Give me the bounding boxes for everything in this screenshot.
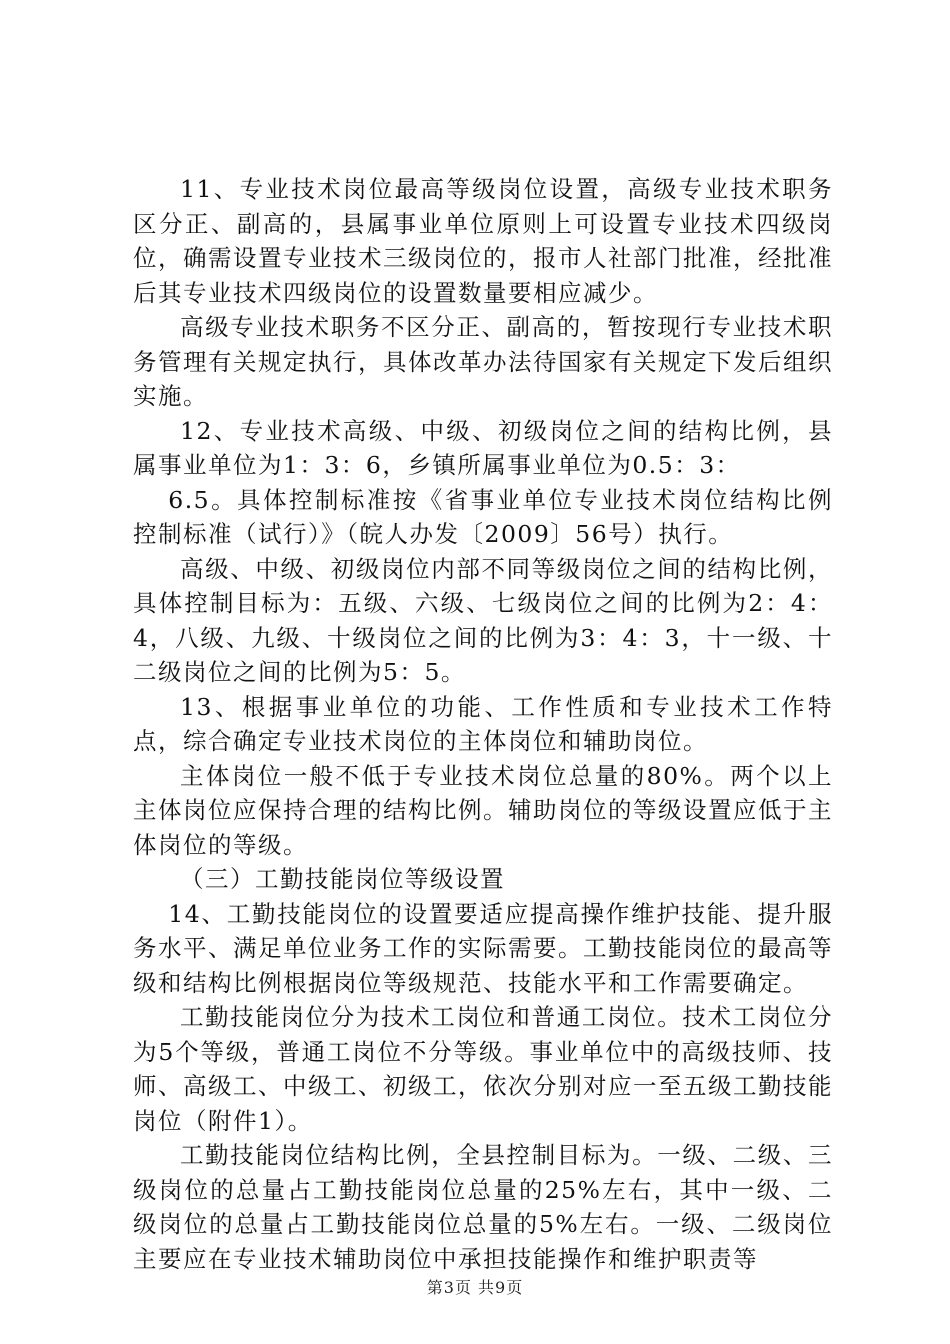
paragraph-item-12-continued: 6.5。具体控制标准按《省事业单位专业技术岗位结构比例控制标准（试行）》（皖人办发〔2009〕56号）执行。 (133, 485, 833, 548)
paragraph-main-posts: 主体岗位一般不低于专业技术岗位总量的80%。两个以上主体岗位应保持合理的结构比例。辅助岗位的等级设置应低于主体岗位的等级。 (133, 761, 833, 859)
paragraph-item-11: 11、专业技术岗位最高等级岗位设置，高级专业技术职务区分正、副高的，县属事业单位原则上可设置专业技术四级岗位，确需设置专业技术三级岗位的，报市人社部门批准，经批准后其专业技术四级岗位的设置数量要相应减少。 (133, 175, 833, 307)
paragraph-internal-ratios: 高级、中级、初级岗位内部不同等级岗位之间的结构比例，具体控制目标为：五级、六级、七级岗位之间的比例为2：4：4，八级、九级、十级岗位之间的比例为3：4：3，十一级、十二级岗位之间的比例为5：5。 (133, 554, 833, 686)
section-heading-worker-posts: （三）工勤技能岗位等级设置 (180, 865, 505, 893)
paragraph-item-14: 14、工勤技能岗位的设置要适应提高操作维护技能、提升服务水平、满足单位业务工作的实际需要。工勤技能岗位的最高等级和结构比例根据岗位等级规范、技能水平和工作需要确定。 (133, 899, 833, 997)
document-body (133, 172, 833, 1276)
paragraph-senior-titles: 高级专业技术职务不区分正、副高的，暂按现行专业技术职务管理有关规定执行，具体改革办法待国家有关规定下发后组织实施。 (133, 313, 833, 410)
paragraph-item-12: 12、专业技术高级、中级、初级岗位之间的结构比例，县属事业单位为1：3：6，乡镇所属事业单位为0.5：3： (133, 416, 833, 479)
paragraph-item-13: 13、根据事业单位的功能、工作性质和专业技术工作特点，综合确定专业技术岗位的主体岗位和辅助岗位。 (133, 692, 833, 755)
page-footer: 第3页 共9页 (426, 1278, 524, 1297)
paragraph-worker-categories: 工勤技能岗位分为技术工岗位和普通工岗位。技术工岗位分为5个等级，普通工岗位不分等级。事业单位中的高级技师、技师、高级工、中级工、初级工，依次分别对应一至五级工勤技能岗位（附件1）。 (133, 1003, 833, 1135)
paragraph-worker-ratios: 工勤技能岗位结构比例，全县控制目标为。一级、二级、三级岗位的总量占工勤技能岗位总量的25%左右，其中一级、二级岗位的总量占工勤技能岗位总量的5%左右。一级、二级岗位主要应在专业技术辅助岗位中承担技能操作和维护职责等 (133, 1141, 833, 1273)
